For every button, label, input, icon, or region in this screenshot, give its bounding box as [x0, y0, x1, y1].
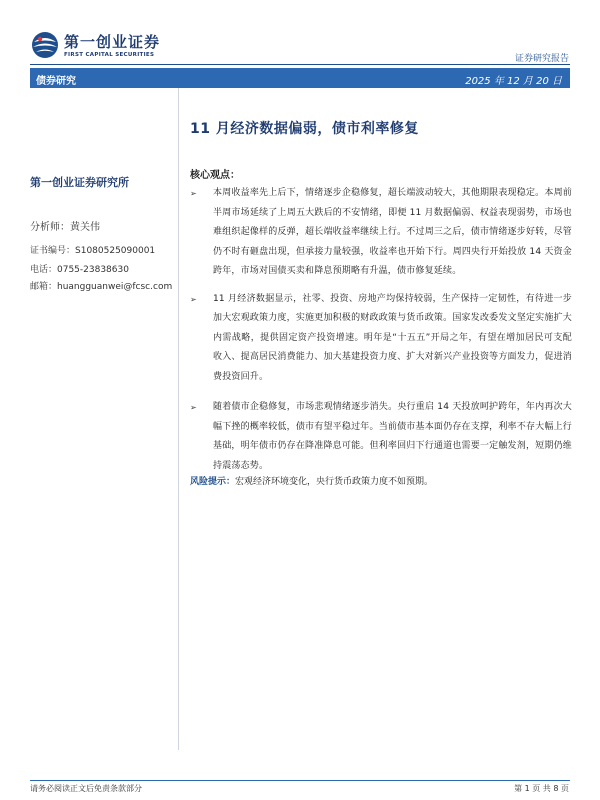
core-views-list [190, 184, 572, 476]
analyst-name: 分析师：黄关伟 [30, 222, 100, 233]
bullet-text: 本周收益率先上后下，情绪逐步企稳修复，超长端波动较大，其他期限表现稳定。本周前半周市场延续了上周五大跌后的不安情绪，即便 11 月数据偏弱、权益表现弱势，市场也难组织起像样的反弹，超长端收益率继续上行。不过周三之后，债市情绪逐步好转，尽管仍不时有砸盘出现，但承接力量较强，收益率也开始下行。周四央行开始投放 14 天资金跨年，市场对国债买卖和降息预期略有升温，债市修复延续。 [213, 188, 572, 276]
logo-english-name: FIRST CAPITAL SECURITIES [64, 52, 155, 58]
report-title: 11 月经济数据偏弱，债市利率修复 [190, 121, 419, 137]
document-type: 证券研究报告 [514, 54, 569, 64]
risk-label: 风险提示： [190, 477, 236, 487]
list-item [190, 290, 572, 388]
research-institute: 第一创业证券研究所 [30, 176, 129, 189]
risk-warning [190, 474, 433, 487]
company-logo [30, 30, 170, 66]
bullet-arrow-icon: ➢ [190, 294, 197, 304]
disclaimer-note: 请务必阅读正文后免责条款部分 [30, 784, 142, 793]
list-item [190, 398, 572, 476]
bullet-arrow-icon: ➢ [190, 403, 197, 412]
risk-text: 宏观经济环境变化，央行货币政策力度不如预期。 [235, 477, 434, 487]
section-label: 债券研究 [36, 76, 76, 87]
logo-chinese-name: 第一创业证券 [64, 33, 161, 51]
footer-divider [30, 780, 570, 781]
page-number: 第 1 页 共 8 页 [514, 784, 569, 793]
report-header [0, 0, 600, 66]
phone-number: 电话：0755-23838630 [30, 265, 129, 275]
globe-logo-icon [30, 30, 60, 60]
certificate-number: 证书编号：S1080525090001 [30, 246, 156, 256]
core-views-heading: 核心观点： [190, 170, 240, 181]
email-address: 邮箱：huangguanwei@fcsc.com [30, 282, 173, 292]
bullet-text: 随着债市企稳修复，市场悲观情绪逐步消失。央行重启 14 天投放呵护跨年，年内再次大幅下挫的概率较低，债市有望平稳过年。当前债市基本面仍存在支撑，利率不存大幅上行基础，明年债市仍存在降准降息可能。但利率回归下行通道也需要一定触发剂，短期仍维持震荡态势。 [213, 402, 572, 471]
header-divider [30, 64, 570, 65]
bullet-text: 11 月经济数据显示，社零、投资、房地产均保持较弱，生产保持一定韧性，有待进一步加大宏观政策力度，实施更加积极的财政政策与货币政策。国家发改委发文坚定实施扩大内需战略，提供固定资产投资增速。明年是“十五五”开局之年，有望在增加居民可支配收入、提高居民消费能力、加大基建投资力度、扩大对新兴产业投资等方面发力，促进消费投资回升。 [213, 293, 572, 382]
section-bar [30, 68, 570, 88]
bullet-arrow-icon: ➢ [190, 189, 197, 198]
report-date: 2025 年 12 月 20 日 [465, 76, 562, 87]
column-divider [178, 88, 179, 750]
list-item [190, 184, 572, 282]
